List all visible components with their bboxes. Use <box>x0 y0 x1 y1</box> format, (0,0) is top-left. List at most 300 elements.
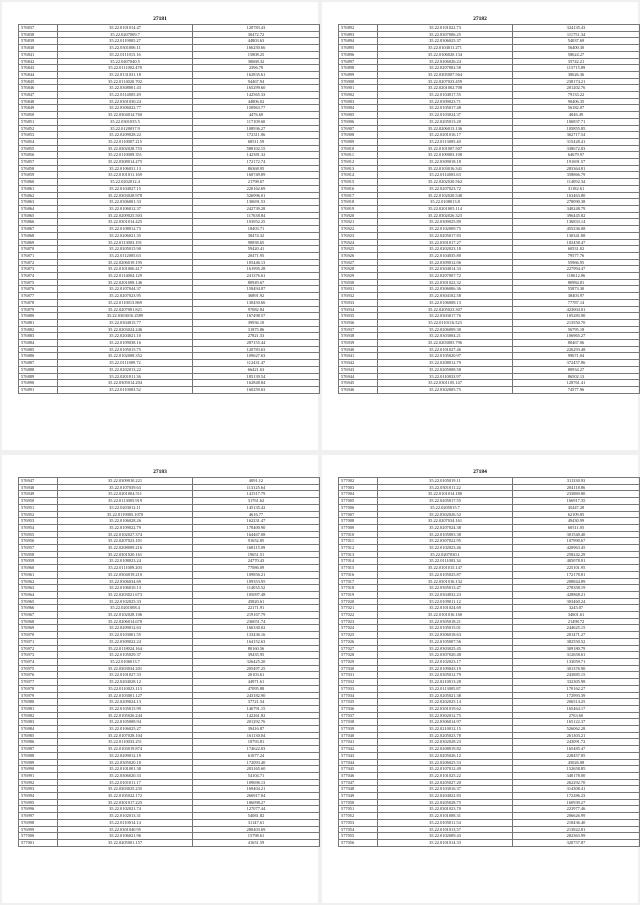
cadastral-number: 35.22.0304032.23 <box>378 591 513 598</box>
cadastral-number: 35.22.0102023.46 <box>378 545 513 552</box>
cadastral-value: 165464.17 <box>513 705 640 712</box>
table-row <box>19 518 320 525</box>
cadastral-value: 120783.63 <box>193 346 320 353</box>
row-number: 576858 <box>19 165 58 172</box>
table-row <box>19 45 320 52</box>
table-row <box>339 165 640 172</box>
table-row <box>339 306 640 313</box>
cadastral-value: 99671.04 <box>513 353 640 360</box>
cadastral-number: 35.22.0103016.341 <box>378 165 513 172</box>
row-number: 576990 <box>19 766 58 773</box>
cadastral-number: 35.22.0111002.478 <box>58 65 193 72</box>
row-number: 576946 <box>339 386 378 393</box>
cadastral-value: 201202.76 <box>513 85 640 92</box>
table-row <box>339 612 640 619</box>
row-number: 576895 <box>339 45 378 52</box>
table-row <box>339 712 640 719</box>
cadastral-value: 420963.45 <box>513 545 640 552</box>
cadastral-number: 35.22.0305020.18 <box>58 759 193 766</box>
table-row <box>339 373 640 380</box>
row-number: 576969 <box>19 625 58 632</box>
cadastral-number: 35.22.0305007.564 <box>378 71 513 78</box>
table-row <box>339 205 640 212</box>
table-row <box>19 366 320 373</box>
row-number: 576933 <box>339 299 378 306</box>
row-number: 576994 <box>19 793 58 800</box>
table-row <box>19 685 320 692</box>
cadastral-number: 35.22.0206025.53 <box>378 759 513 766</box>
row-number: 576949 <box>19 491 58 498</box>
cadastral-number: 35.22.0111003.34 <box>378 558 513 565</box>
row-number: 576901 <box>339 85 378 92</box>
cadastral-number: 35.22.0113005.40 <box>378 138 513 145</box>
cadastral-number: 35.22.0113005.919 <box>58 498 193 505</box>
cadastral-number: 35.22.0306034.69 <box>58 578 193 585</box>
cadastral-value: 324135.43 <box>513 25 640 32</box>
table-row <box>19 612 320 619</box>
table-row <box>339 685 640 692</box>
cadastral-value: 4476.60 <box>193 112 320 119</box>
cadastral-value: 27821.53 <box>193 333 320 340</box>
table-row <box>19 571 320 578</box>
cadastral-number: 35.22.0110116.523 <box>378 319 513 326</box>
cadastral-number: 35.22.0207023.72 <box>378 185 513 192</box>
row-number: 576923 <box>339 232 378 239</box>
row-number: 576931 <box>339 286 378 293</box>
table-row <box>339 185 640 192</box>
cadastral-value: 128761.41 <box>513 380 640 387</box>
row-number: 576959 <box>19 558 58 565</box>
row-number: 577048 <box>339 786 378 793</box>
cadastral-number: 35.22.0109003.108 <box>378 152 513 159</box>
cadastral-number: 35.22.0206019.195 <box>58 259 193 266</box>
cadastral-number: 35.22.0102027.374 <box>58 531 193 538</box>
cadastral-number: 35.22.0205008.58 <box>378 366 513 373</box>
table-row <box>339 491 640 498</box>
cadastral-value: 258242.29 <box>513 551 640 558</box>
row-number: 577016 <box>339 571 378 578</box>
row-number: 576855 <box>19 145 58 152</box>
cadastral-number: 35.22.0105022.172 <box>58 793 193 800</box>
row-number: 576942 <box>339 360 378 367</box>
cadastral-number: 35.22.0306018.63 <box>378 632 513 639</box>
cadastral-number: 35.22.0201004.511 <box>58 491 193 498</box>
cadastral-number: 35.22.0205023.78 <box>378 732 513 739</box>
cadastral-number: 35.22.0120037.9 <box>58 125 193 132</box>
cadastral-value: 2763.60 <box>513 712 640 719</box>
cadastral-number: 35.22.0202025.14 <box>378 699 513 706</box>
row-number: 576840 <box>19 45 58 52</box>
cadastral-value: 588102.15 <box>193 145 320 152</box>
cadastral-number: 35.22.0114020.702 <box>58 78 193 85</box>
cadastral-number: 35.22.0302028.23 <box>378 739 513 746</box>
cadastral-number: 35.22.0301014.425 <box>58 219 193 226</box>
cadastral-value: 142261.82 <box>193 712 320 719</box>
table-row <box>339 679 640 686</box>
cadastral-number: 35.22.0106031.13 <box>58 165 193 172</box>
cadastral-value: 166917.35 <box>513 498 640 505</box>
table-row <box>19 172 320 179</box>
cadastral-number: 35.22.0107028.104 <box>58 732 193 739</box>
cadastral-number: 35.22.0205028.75 <box>378 799 513 806</box>
table-row <box>339 558 640 565</box>
cadastral-value: 362717.54 <box>513 132 640 139</box>
cadastral-value: 261303.21 <box>513 732 640 739</box>
cadastral-number: 35.22.0109038.16 <box>58 340 193 347</box>
row-number: 576951 <box>19 504 58 511</box>
table-row <box>19 524 320 531</box>
cadastral-value: 314308.41 <box>513 786 640 793</box>
table-row <box>339 545 640 552</box>
cadastral-value: 283364.81 <box>513 165 640 172</box>
cadastral-number: 35.22.0302026.323 <box>378 212 513 219</box>
cadastral-value: 130691.53 <box>193 199 320 206</box>
cadastral-number: 35.22.0102009.75 <box>378 226 513 233</box>
table-row <box>19 605 320 612</box>
table-row <box>339 219 640 226</box>
row-number: 576913 <box>339 165 378 172</box>
row-number: 576964 <box>19 591 58 598</box>
table-row <box>19 145 320 152</box>
cadastral-number: 35.22.0110009.351 <box>58 152 193 159</box>
cadastral-number: 35.22.0209012.63 <box>58 625 193 632</box>
table-row <box>339 511 640 518</box>
cadastral-number: 35.22.0304014.760 <box>58 112 193 119</box>
cadastral-value: 226293.48 <box>513 346 640 353</box>
row-number: 576865 <box>19 212 58 219</box>
row-number: 577017 <box>339 578 378 585</box>
cadastral-value: 167498.57 <box>193 313 320 320</box>
cadastral-number: 35.22.0105003.38 <box>378 531 513 538</box>
cadastral-value: 18793.81 <box>193 739 320 746</box>
cadastral-value: 161995.28 <box>193 266 320 273</box>
row-number: 576943 <box>339 366 378 373</box>
cadastral-number: 35.22.0205021.38 <box>378 692 513 699</box>
row-number: 576928 <box>339 266 378 273</box>
row-number: 576972 <box>19 645 58 652</box>
table-row <box>339 92 640 99</box>
cadastral-number: 35.22.0204028.12 <box>58 679 193 686</box>
cadastral-number: 35.22.0205001.157 <box>58 839 193 846</box>
cadastral-value: 142381.32 <box>193 152 320 159</box>
cadastral-value: 206514.25 <box>513 699 640 706</box>
table-row <box>339 632 640 639</box>
cadastral-value: 38403.97 <box>513 293 640 300</box>
cadastral-number: 35.22.0105007.56 <box>378 638 513 645</box>
row-number: 576965 <box>19 598 58 605</box>
row-number: 576991 <box>19 772 58 779</box>
table-row <box>19 625 320 632</box>
table-row <box>19 340 320 347</box>
table-row <box>19 739 320 746</box>
table-row <box>339 192 640 199</box>
table-row <box>339 772 640 779</box>
table-row <box>19 839 320 846</box>
cadastral-number: 35.22.0301020.161 <box>58 551 193 558</box>
row-number: 576873 <box>19 266 58 273</box>
row-number: 577037 <box>339 712 378 719</box>
row-number: 576886 <box>19 353 58 360</box>
cadastral-value: 130450.66 <box>193 299 320 306</box>
row-number: 576878 <box>19 299 58 306</box>
cadastral-number: 35.22.0303004.21 <box>378 333 513 340</box>
table-row <box>339 531 640 538</box>
cadastral-value: 241376.61 <box>193 273 320 280</box>
cadastral-value: 21498.72 <box>513 618 640 625</box>
cadastral-value: 39936.10 <box>193 319 320 326</box>
table-row <box>339 279 640 286</box>
table-row <box>339 313 640 320</box>
row-number: 576955 <box>19 531 58 538</box>
row-number: 576848 <box>19 98 58 105</box>
row-number: 576947 <box>19 478 58 485</box>
row-number: 577024 <box>339 625 378 632</box>
row-number: 577011 <box>339 538 378 545</box>
cadastral-value: 282363.99 <box>513 833 640 840</box>
cadastral-number: 35.22.0105008.94 <box>58 719 193 726</box>
table-row <box>339 199 640 206</box>
cadastral-number: 35.22.0105020.97 <box>378 353 513 360</box>
cadastral-number: 35.22.0309022.24 <box>58 638 193 645</box>
row-number: 577047 <box>339 779 378 786</box>
table-row <box>19 65 320 72</box>
row-number: 577029 <box>339 658 378 665</box>
row-number: 577027 <box>339 645 378 652</box>
cadastral-value: 145135.42 <box>193 504 320 511</box>
row-number: 577042 <box>339 746 378 753</box>
table-row <box>19 799 320 806</box>
cadastral-number: 35.22.0119005.1070 <box>58 511 193 518</box>
cadastral-number: 35.22.0308014.475 <box>58 159 193 166</box>
table-row <box>339 65 640 72</box>
cadastral-number: 35.22.0104027.15 <box>58 185 193 192</box>
cadastral-value: 4616.77 <box>193 511 320 518</box>
table-row <box>19 78 320 85</box>
table-row <box>19 279 320 286</box>
cadastral-value: 526996.01 <box>193 192 320 199</box>
row-number: 576934 <box>339 306 378 313</box>
cadastral-number: 35.22.0306006.36 <box>378 286 513 293</box>
cadastral-number: 35.22.0106013.7 <box>58 658 193 665</box>
cadastral-value: 162848.84 <box>193 380 320 387</box>
table-row <box>339 333 640 340</box>
cadastral-number: 35.22.0111015.16 <box>58 51 193 58</box>
row-number: 577054 <box>339 826 378 833</box>
row-number: 577034 <box>339 692 378 699</box>
table-row <box>19 699 320 706</box>
table-row <box>19 819 320 826</box>
cadastral-number: 35.22.0301023.70 <box>378 806 513 813</box>
cadastral-number: 35.22.0307006.25 <box>378 31 513 38</box>
table-row <box>339 340 640 347</box>
row-number: 576887 <box>19 360 58 367</box>
table-row <box>339 152 640 159</box>
document-page <box>2 455 318 903</box>
cadastral-value: 133059.71 <box>513 658 640 665</box>
cadastral-number: 35.22.0301006.11 <box>58 45 193 52</box>
row-number: 576916 <box>339 185 378 192</box>
cadastral-number: 35.22.0101027.46 <box>378 346 513 353</box>
cadastral-value: 162835.61 <box>193 71 320 78</box>
cadastral-value: 164152.63 <box>193 638 320 645</box>
cadastral-number: 35.22.0304019.210 <box>58 571 193 578</box>
table-row <box>339 658 640 665</box>
cadastral-value: 423004.01 <box>513 306 640 313</box>
table-row <box>19 545 320 552</box>
row-number: 577050 <box>339 799 378 806</box>
cadastral-number: 35.22.0207001.821 <box>58 306 193 313</box>
row-number: 576900 <box>339 78 378 85</box>
table-row <box>19 813 320 820</box>
row-number: 576937 <box>339 326 378 333</box>
row-number: 576992 <box>19 779 58 786</box>
row-number: 576932 <box>339 293 378 300</box>
cadastral-number: 35.22.0306022.77 <box>58 105 193 112</box>
cadastral-number: 35.22.0301011.22 <box>378 484 513 491</box>
table-row <box>339 299 640 306</box>
row-number: 576952 <box>19 511 58 518</box>
cadastral-value: 105855.85 <box>513 125 640 132</box>
document-page <box>2 2 318 450</box>
cadastral-value: 172178.81 <box>513 571 640 578</box>
cadastral-number: 35.22.0109043.19 <box>378 665 513 672</box>
cadastral-number: 35.22.0301105.147 <box>378 380 513 387</box>
table-row <box>339 179 640 186</box>
cadastral-number: 35.22.0302028.753 <box>58 145 193 152</box>
cadastral-value: 311330.93 <box>513 478 640 485</box>
cadastral-number: 35.22.0102023.17 <box>378 658 513 665</box>
cadastral-value: 77086.09 <box>193 565 320 572</box>
row-number: 576953 <box>19 518 58 525</box>
cadastral-value: 20103.61 <box>193 672 320 679</box>
table-row <box>339 172 640 179</box>
table-row <box>339 786 640 793</box>
cadastral-number: 35.22.0101024.69 <box>378 605 513 612</box>
row-number: 576846 <box>19 85 58 92</box>
cadastral-number: 35.22.0102009.43 <box>378 833 513 840</box>
table-row <box>19 179 320 186</box>
row-number: 576939 <box>339 340 378 347</box>
cadastral-value: 165485.47 <box>513 746 640 753</box>
cadastral-number: 35.22.0309023.71 <box>378 98 513 105</box>
row-number: 577005 <box>339 498 378 505</box>
cadastral-value: 54037.69 <box>513 38 640 45</box>
cadastral-value: 68511.59 <box>193 138 320 145</box>
row-number: 576910 <box>339 145 378 152</box>
cadastral-number: 35.22.0302026.52 <box>378 511 513 518</box>
cadastral-number: 35.22.0113005.87 <box>378 685 513 692</box>
cadastral-value: 326425.20 <box>193 658 320 665</box>
table-row <box>19 299 320 306</box>
cadastral-value: 44803.63 <box>193 38 320 45</box>
row-number: 577043 <box>339 752 378 759</box>
cadastral-number: 35.22.0110014.14 <box>58 819 193 826</box>
table-row <box>19 679 320 686</box>
table-row <box>339 813 640 820</box>
row-number: 576936 <box>339 319 378 326</box>
cadastral-value: 106965.27 <box>513 333 640 340</box>
page-title: 27181 <box>153 16 167 22</box>
table-row <box>19 665 320 672</box>
cadastral-value: 455236.08 <box>513 226 640 233</box>
table-row <box>339 665 640 672</box>
row-number: 576995 <box>19 799 58 806</box>
row-number: 576977 <box>19 679 58 686</box>
row-number: 576890 <box>19 380 58 387</box>
table-row <box>339 239 640 246</box>
cadastral-value: 152658.85 <box>513 766 640 773</box>
cadastral-value: 54104.71 <box>193 772 320 779</box>
row-number: 577032 <box>339 679 378 686</box>
table-row <box>339 252 640 259</box>
cadastral-value: 103952.25 <box>193 219 320 226</box>
cadastral-number: 35.22.0105015.75 <box>58 346 193 353</box>
table-row <box>339 326 640 333</box>
table-row <box>339 645 640 652</box>
table-row <box>339 132 640 139</box>
cadastral-number: 35.22.0302012.75 <box>378 712 513 719</box>
table-row <box>19 538 320 545</box>
cadastral-value: 15808.25 <box>193 51 320 58</box>
cadastral-number: 35.22.0210013.28 <box>378 679 513 686</box>
cadastral-value: 108936.27 <box>193 125 320 132</box>
row-number: 577031 <box>339 672 378 679</box>
cadastral-value: 172993.39 <box>513 692 640 699</box>
cadastral-value: 60511.05 <box>513 524 640 531</box>
row-number: 577049 <box>339 793 378 800</box>
cadastral-number: 35.22.0102025.33 <box>58 598 193 605</box>
table-row <box>19 779 320 786</box>
cadastral-value: 382550.52 <box>513 638 640 645</box>
table-row <box>339 799 640 806</box>
cadastral-number: 35.22.0305018.21 <box>378 618 513 625</box>
cadastral-number: 35.22.0207002.58 <box>378 65 513 72</box>
table-row <box>339 293 640 300</box>
table-row <box>19 793 320 800</box>
cadastral-number: 35.22.0106010.13 <box>58 585 193 592</box>
table-row <box>19 719 320 726</box>
row-number: 577026 <box>339 638 378 645</box>
row-number: 576954 <box>19 524 58 531</box>
cadastral-value: 37721.54 <box>193 699 320 706</box>
cadastral-value: 165122.37 <box>513 719 640 726</box>
table-row <box>19 239 320 246</box>
row-number: 576968 <box>19 618 58 625</box>
row-number: 576860 <box>19 179 58 186</box>
row-number: 576961 <box>19 571 58 578</box>
row-number: 576970 <box>19 632 58 639</box>
cadastral-number: 35.22.0111009.203 <box>58 565 193 572</box>
row-number: 576927 <box>339 259 378 266</box>
cadastral-value: 166330.02 <box>193 625 320 632</box>
cadastral-value: 162231.47 <box>193 518 320 525</box>
cadastral-number: 35.22.0105029.37 <box>58 652 193 659</box>
row-number: 576985 <box>19 732 58 739</box>
cadastral-number: 35.22.0304102.58 <box>378 293 513 300</box>
cadastral-value: 372457.86 <box>513 360 640 367</box>
row-number: 576871 <box>19 252 58 259</box>
cadastral-value: 203165.60 <box>193 766 320 773</box>
cadastral-number: 35.22.0207023.459 <box>378 78 513 85</box>
row-number: 576984 <box>19 726 58 733</box>
cadastral-value: 428868.21 <box>513 591 640 598</box>
cadastral-number: 35.22.0106028.26 <box>58 518 193 525</box>
cadastral-value: 358866.79 <box>513 172 640 179</box>
table-row <box>339 85 640 92</box>
table-row <box>19 346 320 353</box>
table-row <box>19 165 320 172</box>
table-row <box>19 212 320 219</box>
